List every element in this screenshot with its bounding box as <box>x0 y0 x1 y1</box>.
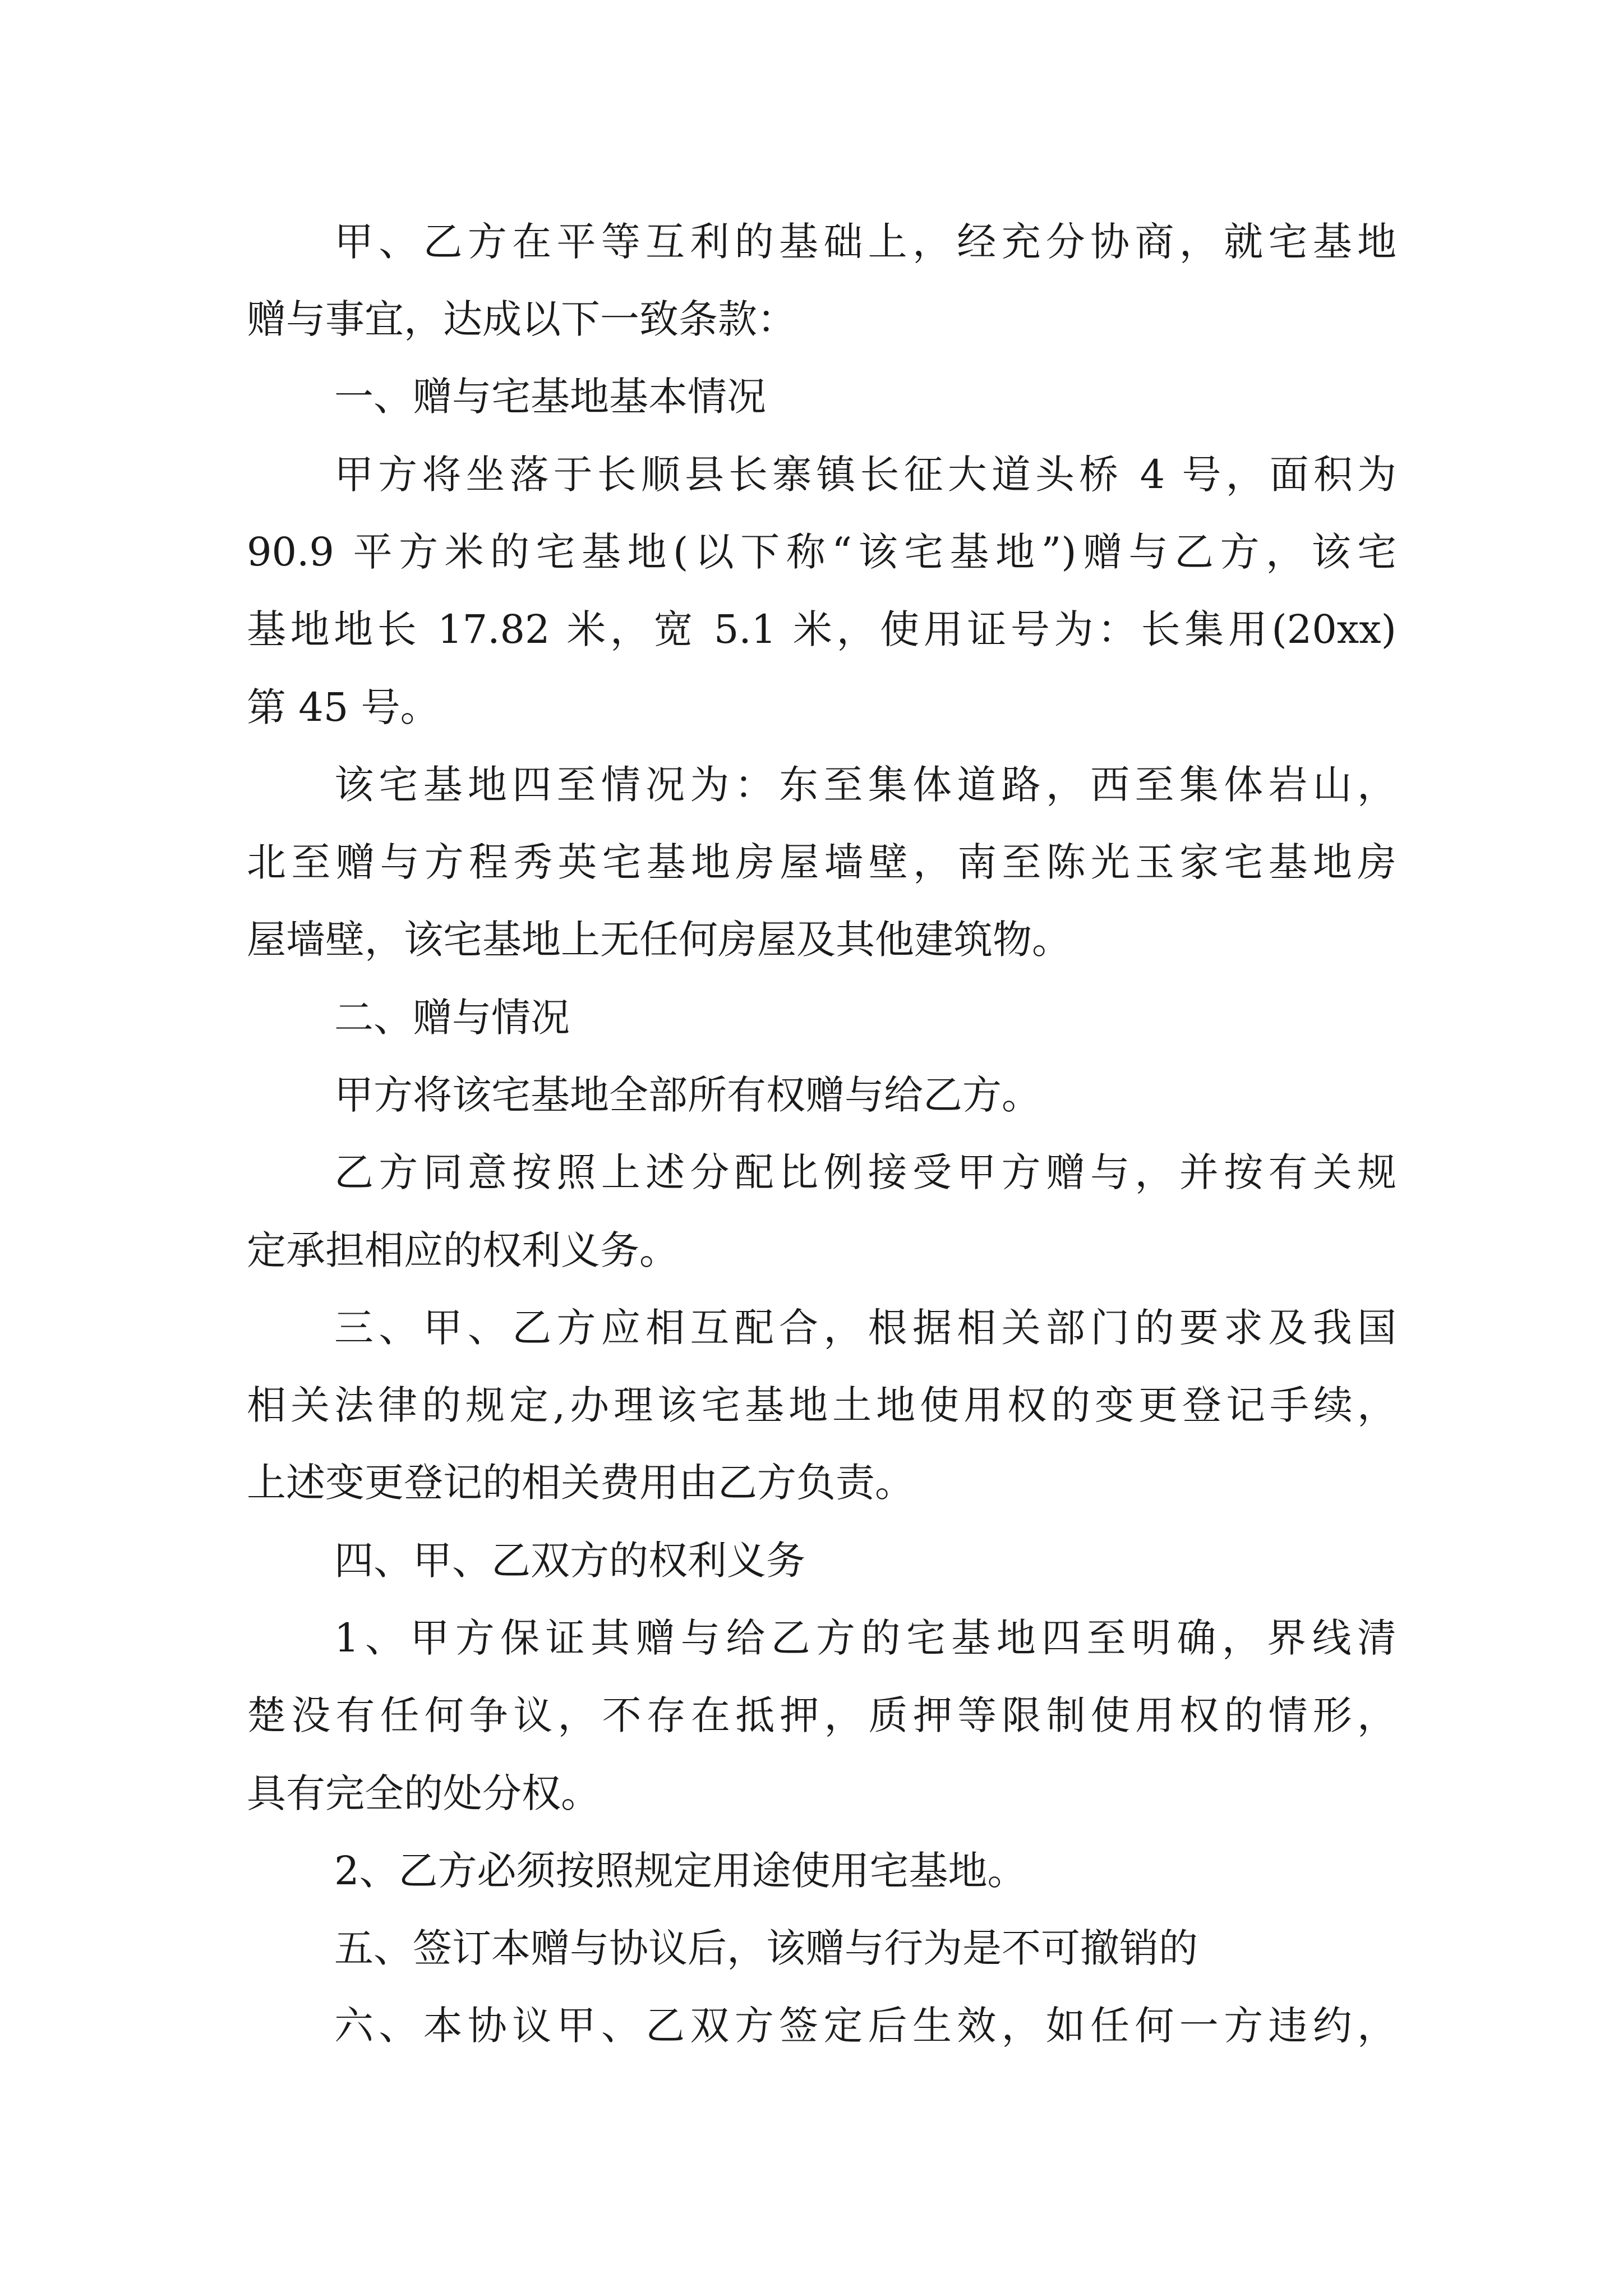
paragraph-line: 五、签订本赠与协议后，该赠与行为是不可撤销的 <box>334 1925 1198 1971</box>
paragraph-line: 具有完全的处分权。 <box>247 1770 600 1816</box>
paragraph-line: 北至赠与方程秀英宅基地房屋墙壁，南至陈光玉家宅基地房 <box>247 839 1396 885</box>
paragraph-line: 乙方同意按照上述分配比例接受甲方赠与，并按有关规 <box>334 1149 1396 1195</box>
paragraph-line: 甲、乙方在平等互利的基础上，经充分协商，就宅基地 <box>334 219 1396 265</box>
paragraph-line: 三、甲、乙方应相互配合，根据相关部门的要求及我国 <box>334 1305 1396 1351</box>
paragraph-line: 定承担相应的权利义务。 <box>247 1227 679 1273</box>
paragraph-line: 第 45 号。 <box>247 684 440 730</box>
section-heading: 四、甲、乙双方的权利义务 <box>334 1538 805 1584</box>
paragraph-line: 基地地长 17.82 米，宽 5.1 米，使用证号为：长集用(20xx) <box>247 606 1396 652</box>
paragraph-line: 赠与事宜，达成以下一致条款： <box>247 296 796 342</box>
paragraph-line: 六、本协议甲、乙双方签定后生效，如任何一方违约， <box>334 2003 1396 2049</box>
paragraph-line: 1、甲方保证其赠与给乙方的宅基地四至明确，界线清 <box>334 1615 1396 1661</box>
paragraph-line: 楚没有任何争议，不存在抵押，质押等限制使用权的情形， <box>247 1692 1396 1738</box>
paragraph-line: 甲方将该宅基地全部所有权赠与给乙方。 <box>334 1072 1041 1118</box>
paragraph-line: 2、乙方必须按照规定用途使用宅基地。 <box>334 1848 1027 1894</box>
paragraph-line: 该宅基地四至情况为：东至集体道路，西至集体岩山， <box>334 762 1396 808</box>
paragraph-line: 上述变更登记的相关费用由乙方负责。 <box>247 1460 914 1506</box>
paragraph-line: 甲方将坐落于长顺县长寨镇长征大道头桥 4 号，面积为 <box>334 452 1396 498</box>
paragraph-line: 屋墙壁，该宅基地上无任何房屋及其他建筑物。 <box>247 917 1071 963</box>
paragraph-line: 相关法律的规定,办理该宅基地土地使用权的变更登记手续， <box>247 1382 1396 1428</box>
section-heading: 二、赠与情况 <box>334 995 570 1041</box>
paragraph-line: 90.9 平方米的宅基地(以下称“该宅基地”)赠与乙方，该宅 <box>247 529 1396 575</box>
section-heading: 一、赠与宅基地基本情况 <box>334 374 766 420</box>
